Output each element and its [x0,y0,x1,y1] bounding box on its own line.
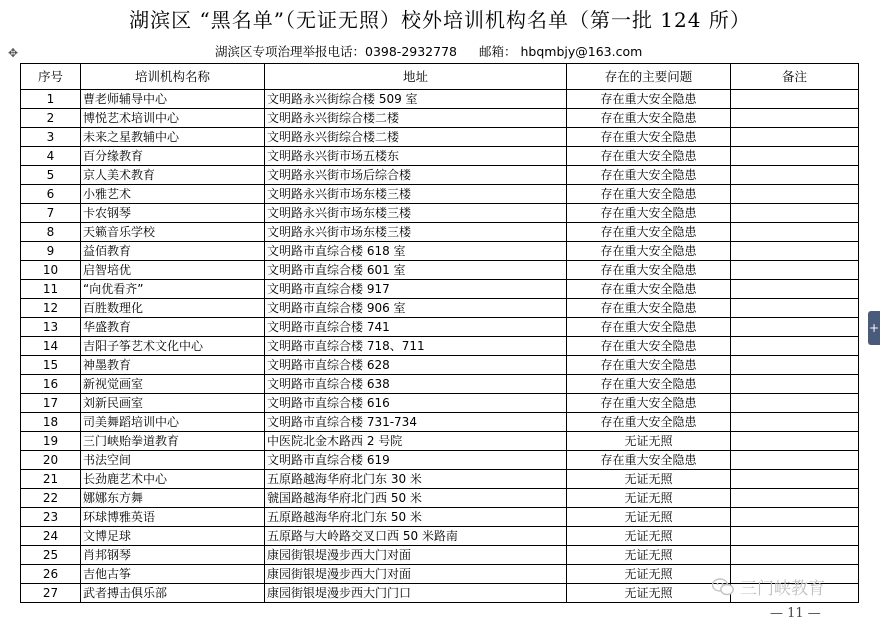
row-address: 文明路永兴街市场五楼东 [265,147,567,166]
row-index: 12 [21,299,81,318]
table-row [21,261,859,280]
row-address: 文明路市直综合楼 741 [265,318,567,337]
row-remarks [731,375,859,394]
table-row [21,223,859,242]
row-address: 文明路市直综合楼 601 室 [265,261,567,280]
row-index: 25 [21,546,81,565]
table-row [21,489,859,508]
row-remarks [731,527,859,546]
row-institution-name: 百胜数理化 [81,299,265,318]
table-row [21,90,859,109]
row-index: 10 [21,261,81,280]
row-remarks [731,204,859,223]
row-index: 4 [21,147,81,166]
row-remarks [731,90,859,109]
row-institution-name: 武者搏击俱乐部 [81,584,265,603]
row-index: 13 [21,318,81,337]
row-main-issue: 存在重大安全隐患 [567,356,731,375]
row-institution-name: 曹老师辅导中心 [81,90,265,109]
row-address: 文明路永兴街市场东楼三楼 [265,223,567,242]
row-remarks [731,356,859,375]
row-index: 14 [21,337,81,356]
table-row [21,470,859,489]
table-row [21,318,859,337]
row-remarks [731,508,859,527]
row-address: 文明路永兴街综合楼二楼 [265,109,567,128]
row-remarks [731,280,859,299]
row-remarks [731,299,859,318]
row-remarks [731,185,859,204]
table-row [21,527,859,546]
row-address: 虢国路越海华府北门西 50 米 [265,489,567,508]
row-address: 文明路市直综合楼 618 室 [265,242,567,261]
row-remarks [731,242,859,261]
row-institution-name: 三门峡贻拳道教育 [81,432,265,451]
row-main-issue: 存在重大安全隐患 [567,166,731,185]
row-main-issue: 无证无照 [567,565,731,584]
row-institution-name: 小雅艺术 [81,185,265,204]
row-main-issue: 存在重大安全隐患 [567,204,731,223]
row-index: 11 [21,280,81,299]
row-main-issue: 无证无照 [567,432,731,451]
row-institution-name: 肖邦钢琴 [81,546,265,565]
row-main-issue: 存在重大安全隐患 [567,109,731,128]
table-row [21,432,859,451]
row-remarks [731,128,859,147]
row-institution-name: 环球博雅英语 [81,508,265,527]
row-index: 15 [21,356,81,375]
row-index: 1 [21,90,81,109]
row-index: 3 [21,128,81,147]
row-index: 8 [21,223,81,242]
row-main-issue: 存在重大安全隐患 [567,242,731,261]
row-main-issue: 存在重大安全隐患 [567,185,731,204]
row-institution-name: 未来之星教辅中心 [81,128,265,147]
row-address: 文明路市直综合楼 619 [265,451,567,470]
table-row [21,394,859,413]
row-address: 文明路永兴街市场东楼三楼 [265,185,567,204]
row-index: 23 [21,508,81,527]
row-institution-name: 刘新民画室 [81,394,265,413]
row-address: 五原路越海华府北门东 30 米 [265,470,567,489]
row-institution-name: 娜娜东方舞 [81,489,265,508]
row-main-issue: 存在重大安全隐患 [567,375,731,394]
row-main-issue: 存在重大安全隐患 [567,413,731,432]
header-remarks: 备注 [731,64,859,90]
row-institution-name: 长劲鹿艺术中心 [81,470,265,489]
row-address: 文明路永兴街市场后综合楼 [265,166,567,185]
row-institution-name: 京人美术教育 [81,166,265,185]
row-institution-name: 文博足球 [81,527,265,546]
contact-phone: 湖滨区专项治理举报电话：0398-2932778 [215,44,457,59]
row-index: 9 [21,242,81,261]
header-index: 序号 [21,64,81,90]
table-row [21,242,859,261]
row-institution-name: 天籁音乐学校 [81,223,265,242]
row-institution-name: 博悦艺术培训中心 [81,109,265,128]
row-index: 20 [21,451,81,470]
row-index: 22 [21,489,81,508]
row-institution-name: 新视觉画室 [81,375,265,394]
table-move-handle-icon[interactable]: ✥ [7,46,19,60]
row-main-issue: 无证无照 [567,527,731,546]
row-remarks [731,261,859,280]
row-remarks [731,147,859,166]
row-institution-name: 益佰教育 [81,242,265,261]
row-remarks [731,413,859,432]
row-main-issue: 存在重大安全隐患 [567,90,731,109]
row-index: 27 [21,584,81,603]
row-main-issue: 存在重大安全隐患 [567,337,731,356]
row-address: 文明路永兴街综合楼二楼 [265,128,567,147]
table-body [21,90,859,603]
row-remarks [731,166,859,185]
row-index: 26 [21,565,81,584]
row-institution-name: 神墨教育 [81,356,265,375]
row-address: 五原路与大岭路交叉口西 50 米路南 [265,527,567,546]
table-row [21,204,859,223]
row-address: 文明路市直综合楼 718、711 [265,337,567,356]
header-institution-name: 培训机构名称 [81,64,265,90]
row-index: 16 [21,375,81,394]
row-main-issue: 存在重大安全隐患 [567,223,731,242]
table-row [21,109,859,128]
table-row [21,166,859,185]
row-index: 19 [21,432,81,451]
page-number: — 11 — [770,606,821,621]
side-expand-tab[interactable] [868,311,880,345]
row-institution-name: 启智培优 [81,261,265,280]
row-remarks [731,451,859,470]
table-row [21,356,859,375]
blacklist-table [20,63,859,603]
row-main-issue: 无证无照 [567,489,731,508]
row-address: 文明路市直综合楼 906 室 [265,299,567,318]
row-main-issue: 无证无照 [567,508,731,527]
row-address: 文明路永兴街市场东楼三楼 [265,204,567,223]
row-main-issue: 无证无照 [567,584,731,603]
row-main-issue: 无证无照 [567,470,731,489]
row-main-issue: 存在重大安全隐患 [567,147,731,166]
table-row [21,546,859,565]
contact-email: 邮箱： hbqmbjy@163.com [479,44,643,59]
row-index: 5 [21,166,81,185]
table-row [21,280,859,299]
row-remarks [731,432,859,451]
row-institution-name: 司美舞蹈培训中心 [81,413,265,432]
row-remarks [731,318,859,337]
table-row [21,299,859,318]
row-main-issue: 存在重大安全隐患 [567,299,731,318]
row-index: 2 [21,109,81,128]
table-header-row [21,64,859,90]
watermark-text: 三门峡教育 [740,579,825,599]
table-row [21,128,859,147]
row-institution-name: 书法空间 [81,451,265,470]
row-main-issue: 存在重大安全隐患 [567,394,731,413]
row-remarks [731,546,859,565]
plus-icon: + [868,321,880,335]
table-row [21,508,859,527]
table-row [21,375,859,394]
document-title: 湖滨区 “黑名单”（无证无照）校外培训机构名单（第一批 124 所） [129,8,751,32]
row-remarks [731,223,859,242]
row-address: 康园街银堤漫步西大门对面 [265,565,567,584]
row-institution-name: 百分缘教育 [81,147,265,166]
row-remarks [731,470,859,489]
row-main-issue: 无证无照 [567,546,731,565]
row-index: 24 [21,527,81,546]
row-index: 18 [21,413,81,432]
row-institution-name: 卡农钢琴 [81,204,265,223]
row-address: 文明路永兴街综合楼 509 室 [265,90,567,109]
row-index: 17 [21,394,81,413]
table-row [21,451,859,470]
header-address: 地址 [265,64,567,90]
row-institution-name: “向优看齐” [81,280,265,299]
table-row [21,185,859,204]
row-address: 康园街银堤漫步西大门门口 [265,584,567,603]
row-address: 文明路市直综合楼 917 [265,280,567,299]
contact-line [215,42,642,60]
row-address: 康园街银堤漫步西大门对面 [265,546,567,565]
wechat-icon [712,578,734,596]
row-remarks [731,394,859,413]
row-institution-name: 吉阳子筝艺术文化中心 [81,337,265,356]
row-main-issue: 存在重大安全隐患 [567,261,731,280]
row-main-issue: 存在重大安全隐患 [567,451,731,470]
row-address: 五原路越海华府北门东 50 米 [265,508,567,527]
row-main-issue: 存在重大安全隐患 [567,128,731,147]
row-address: 文明路市直综合楼 638 [265,375,567,394]
row-remarks [731,109,859,128]
table-row [21,337,859,356]
row-index: 6 [21,185,81,204]
row-main-issue: 存在重大安全隐患 [567,280,731,299]
row-index: 21 [21,470,81,489]
row-institution-name: 吉他古筝 [81,565,265,584]
row-remarks [731,337,859,356]
row-address: 文明路市直综合楼 628 [265,356,567,375]
row-address: 中医院北金木路西 2 号院 [265,432,567,451]
table-row [21,147,859,166]
table-row [21,413,859,432]
row-institution-name: 华盛教育 [81,318,265,337]
row-address: 文明路市直综合楼 731-734 [265,413,567,432]
watermark [712,574,825,599]
row-remarks [731,489,859,508]
row-main-issue: 存在重大安全隐患 [567,318,731,337]
row-address: 文明路市直综合楼 616 [265,394,567,413]
row-index: 7 [21,204,81,223]
header-main-issue: 存在的主要问题 [567,64,731,90]
